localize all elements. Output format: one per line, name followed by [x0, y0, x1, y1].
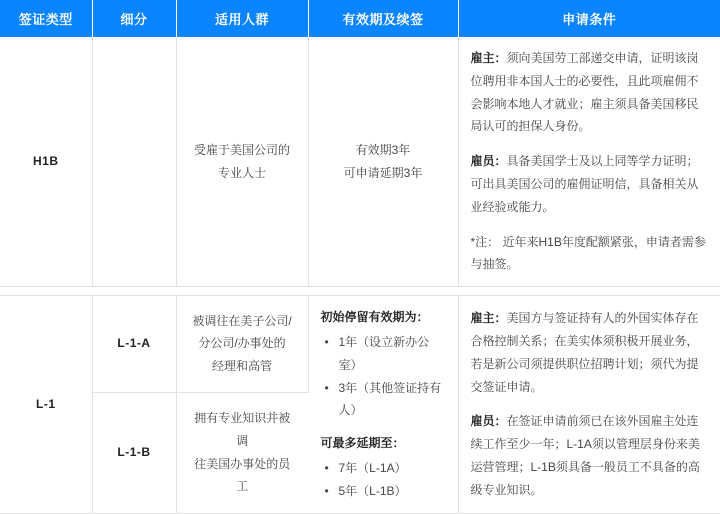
requirement-employer-label-l1: 雇主： [470, 311, 507, 326]
requirement-employee-h1b [471, 150, 709, 218]
audience-l1a-line-2: 分公司/办事处的 [198, 336, 286, 351]
table-body [0, 37, 720, 513]
cell-audience-l1a [176, 296, 308, 392]
requirement-employer-text-l1: 美国方与签证持有人的外国实体存在合格控制关系；在美实体须积极开展业务，若是新公司须提供职位招聘计划；须代为提交签证申请。 [470, 311, 699, 394]
cell-requirements-h1b [458, 37, 720, 287]
column-header-validity: 有效期及续签 [308, 0, 458, 37]
cell-validity-l1 [308, 296, 458, 513]
validity-extension-heading: 可最多延期至： [320, 436, 405, 451]
validity-extension-item-1: • 7年（L-1A） [337, 457, 446, 480]
cell-audience-l1b [176, 392, 308, 513]
requirement-employee-label: 雇员： [470, 154, 507, 169]
column-header-requirements: 申请条件 [458, 0, 720, 37]
table-header-row [0, 0, 720, 37]
requirement-employer-text: 须向美国劳工部递交申请，证明该岗位聘用非本国人士的必要性，且此项雇佣不会影响本地人才就业；雇主须具备美国移民局认可的担保人身份。 [470, 51, 699, 134]
table-row-l1a [0, 296, 720, 392]
validity-initial-item-1: • 1年（设立新办公室） [337, 331, 446, 377]
audience-l1b-line-1: 拥有专业知识并被调 [194, 410, 291, 448]
audience-l1b-line-2: 往美国办事处的员工 [194, 456, 291, 494]
audience-l1a-line-3: 经理和高管 [211, 359, 272, 374]
validity-initial-list [321, 331, 446, 422]
cell-visa-type-l1: L-1 [0, 296, 92, 513]
audience-l1a-line-1: 被调往在美子公司/ [192, 313, 292, 328]
validity-extension-item-2: • 5年（L-1B） [337, 480, 446, 503]
cell-visa-type-h1b: H1B [0, 37, 92, 287]
cell-subtype-h1b [92, 37, 176, 287]
validity-line-1: 有效期3年 [355, 142, 411, 157]
table-header [0, 0, 720, 37]
validity-extension-list [321, 457, 446, 503]
validity-initial-heading: 初始停留有效期为： [320, 310, 429, 325]
cell-requirements-l1 [458, 296, 720, 513]
audience-line-2: 专业人士 [217, 165, 266, 180]
cell-audience-h1b [176, 37, 308, 287]
requirement-employer-label: 雇主： [470, 51, 507, 65]
cell-subtype-l1b: L-1-B [92, 392, 176, 513]
table-row-spacer [0, 287, 720, 296]
requirement-employer-h1b [471, 47, 709, 138]
cell-validity-h1b [308, 37, 458, 287]
requirement-employee-l1 [471, 410, 709, 501]
cell-subtype-l1a: L-1-A [92, 296, 176, 392]
table-row-h1b [0, 37, 720, 287]
requirement-employee-label-l1: 雇员： [470, 414, 507, 429]
spacer-cell [0, 287, 720, 296]
audience-line-1: 受雇于美国公司的 [193, 142, 290, 157]
column-header-subtype: 细分 [92, 0, 176, 37]
requirement-employer-l1 [471, 307, 709, 398]
column-header-audience: 适用人群 [176, 0, 308, 37]
requirement-employee-text-l1: 在签证申请前须已在该外国雇主处连续工作至少一年；L-1A须以管理层身份来美运营管理；L-1B须具备一般员工不具备的高级专业知识。 [470, 414, 700, 497]
validity-initial-item-2: • 3年（其他签证持有人） [337, 377, 446, 423]
validity-line-2: 可申请延期3年 [343, 165, 423, 180]
requirement-employee-text: 具备美国学士及以上同等学力证明；可出具美国公司的雇佣证明信，具备相关从业经验或能力。 [470, 154, 699, 214]
column-header-visa-type: 签证类型 [0, 0, 92, 37]
requirement-note-h1b: *注： 近年来H1B年度配额紧张，申请者需参与抽签。 [470, 234, 706, 272]
